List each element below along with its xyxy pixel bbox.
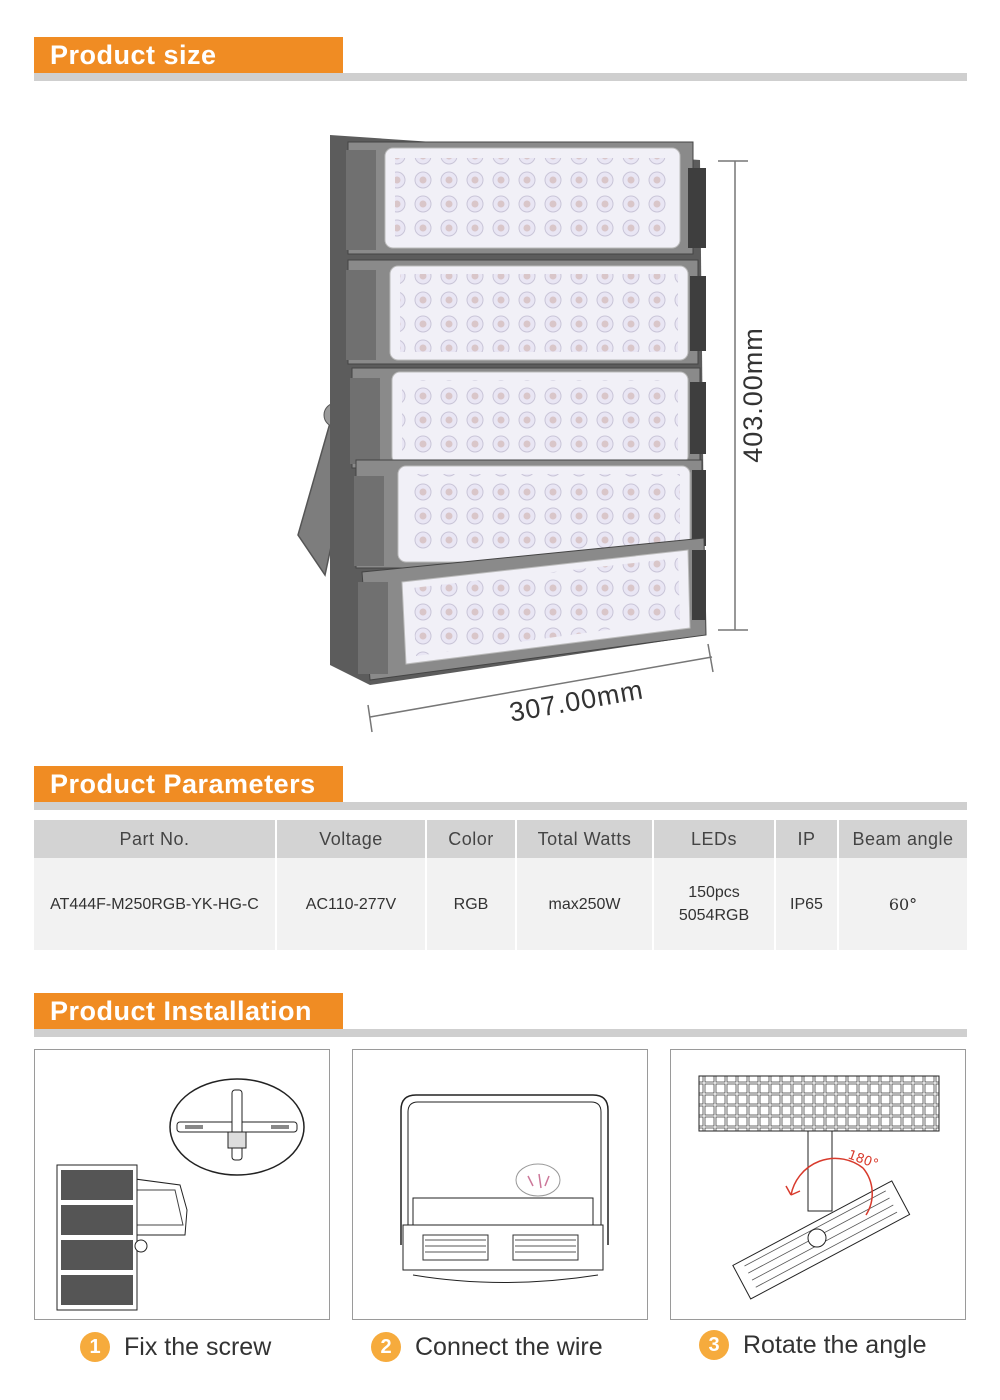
header-voltage: Voltage — [276, 820, 426, 858]
cell-part-no: AT444F-M250RGB-YK-HG-C — [34, 858, 276, 950]
rotation-angle-label: 180° — [845, 1147, 881, 1173]
step-label: Fix the screw — [124, 1332, 272, 1361]
step-number-badge: 2 — [371, 1332, 401, 1362]
header-ip: IP — [775, 820, 838, 858]
header-total-watts: Total Watts — [516, 820, 653, 858]
cell-watts: max250W — [516, 858, 653, 950]
cell-color: RGB — [426, 858, 516, 950]
header-part-no: Part No. — [34, 820, 276, 858]
product-installation-header — [34, 993, 967, 1041]
table-header-row — [34, 820, 967, 858]
install-step-2-caption — [371, 1330, 603, 1364]
cell-ip: IP65 — [775, 858, 838, 950]
section-title: Product size — [34, 37, 343, 73]
header-beam-angle: Beam angle — [838, 820, 967, 858]
cell-beam-angle: 60° — [838, 858, 967, 950]
floodlight-product-image — [280, 120, 800, 750]
step-number-badge: 3 — [699, 1330, 729, 1360]
header-leds: LEDs — [653, 820, 775, 858]
install-step-3-image — [670, 1049, 966, 1320]
product-parameters-header — [34, 766, 967, 814]
leds-count: 150pcs — [688, 884, 740, 901]
step-number-badge: 1 — [80, 1332, 110, 1362]
install-step-3-caption — [699, 1328, 926, 1362]
header-color: Color — [426, 820, 516, 858]
step-label: Rotate the angle — [743, 1330, 927, 1359]
cell-voltage: AC110-277V — [276, 858, 426, 950]
section-divider — [34, 1029, 967, 1037]
section-divider — [34, 73, 967, 81]
width-dimension-label: 307.00mm — [507, 674, 646, 728]
product-size-header — [34, 37, 967, 85]
section-title: Product Installation — [34, 993, 343, 1029]
leds-type: 5054RGB — [678, 907, 750, 924]
parameters-table — [34, 820, 967, 950]
install-step-1-caption — [80, 1330, 271, 1364]
step-label: Connect the wire — [415, 1332, 603, 1361]
install-step-2-image — [352, 1049, 648, 1320]
section-title: Product Parameters — [34, 766, 343, 802]
height-dimension-label: 403.00mm — [738, 327, 768, 463]
section-divider — [34, 802, 967, 810]
cell-leds — [653, 858, 775, 950]
table-row — [34, 858, 967, 950]
install-step-1-image — [34, 1049, 330, 1320]
